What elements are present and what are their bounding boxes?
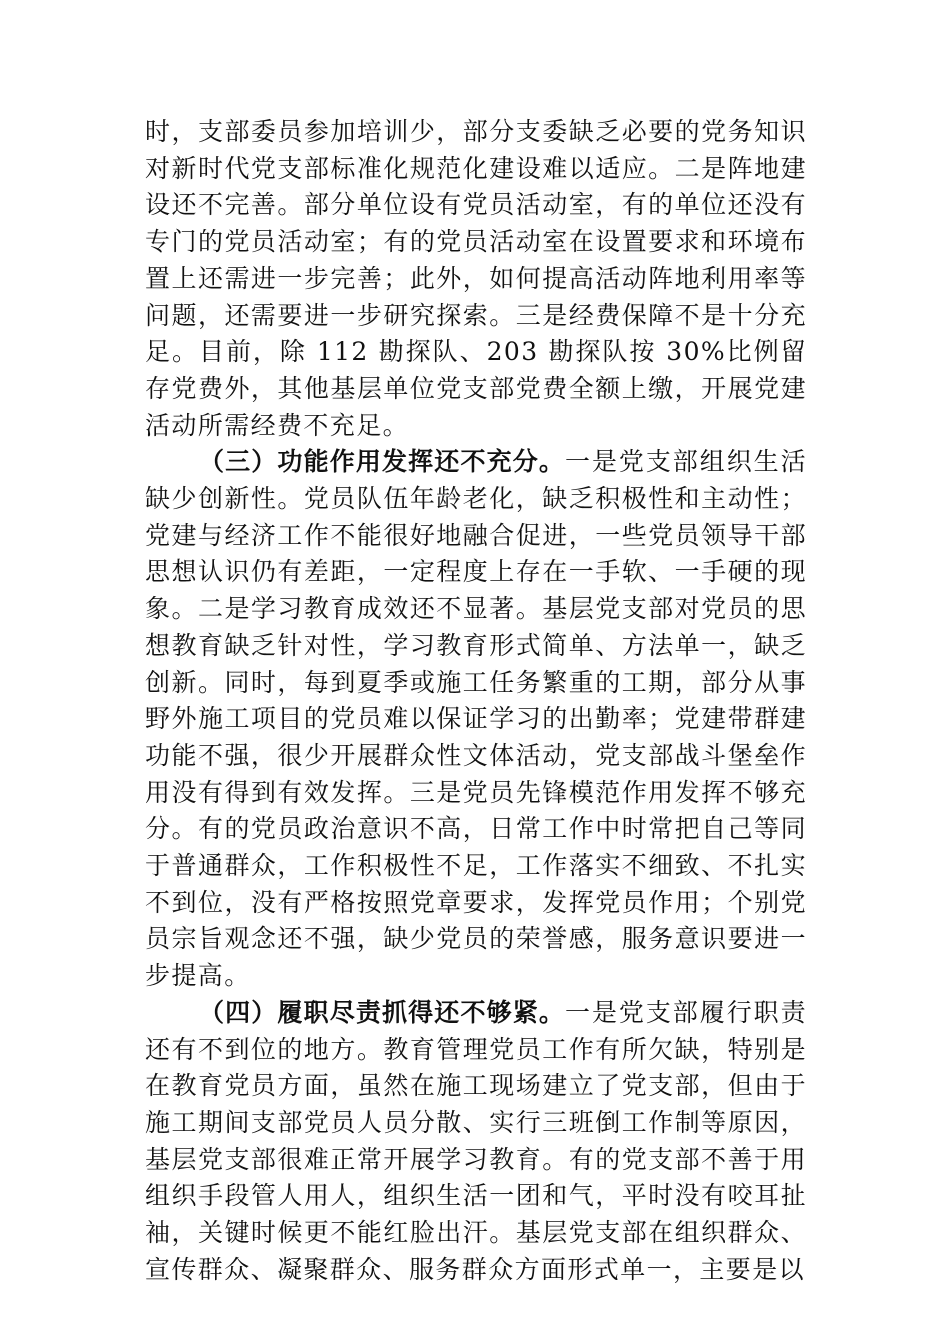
- paragraph-text: 一是党支部组织生活缺少创新性。党员队伍年龄老化，缺乏积极性和主动性；党建与经济工作不能很好地融合促进，一些党员领导干部思想认识仍有差距，一定程度上存在一手软、一手硬的现象。二是学习教育成效还不显著。基层党支部对党员的思想教育缺乏针对性，学习教育形式简单、方法单一，缺乏创新。同时，每到夏季或施工任务繁重的工期，部分从事野外施工项目的党员难以保证学习的出勤率；党建带群建功能不强，很少开展群众性文体活动，党支部战斗堡垒作用没有得到有效发挥。三是党员先锋模范作用发挥不够充分。有的党员政治意识不高，日常工作中时常把自己等同于普通群众，工作积极性不足，工作落实不细致、不扎实不到位，没有严格按照党章要求，发挥党员作用；个别党员宗旨观念还不强，缺少党员的荣誉感，服务意识要进一步提高。: [145, 447, 807, 991]
- paragraph-section-3: [145, 444, 807, 995]
- section-heading-4: （四）履职尽责抓得还不够紧。: [199, 997, 566, 1027]
- section-heading-3: （三）功能作用发挥还不充分。: [199, 447, 566, 477]
- paragraph-text: 一是党支部履行职责还有不到位的地方。教育管理党员工作有所欠缺，特别是在教育党员方面，虽然在施工现场建立了党支部，但由于施工期间支部党员人员分散、实行三班倒工作制等原因，基层党支部很难正常开展学习教育。有的党支部不善于用组织手段管人用人，组织生活一团和气，平时没有咬耳扯袖，关键时候更不能红脸出汗。基层党支部在组织群众、宣传群众、凝聚群众、服务群众方面形式单一，主要是以: [145, 997, 807, 1284]
- paragraph-continuation: [145, 114, 807, 444]
- paragraph-section-4: [145, 995, 807, 1289]
- paragraph-text: 时，支部委员参加培训少，部分支委缺乏必要的党务知识对新时代党支部标准化规范化建设难以适应。二是阵地建设还不完善。部分单位设有党员活动室，有的单位还没有专门的党员活动室；有的党员活动室在设置要求和环境布置上还需进一步完善；此外，如何提高活动阵地利用率等问题，还需要进一步研究探索。三是经费保障不是十分充足。目前，除 112 勘探队、203 勘探队按 30%比例留存党费外，其他基层单位党支部党费全额上缴，开展党建活动所需经费不充足。: [145, 117, 807, 440]
- document-body: [145, 114, 807, 1289]
